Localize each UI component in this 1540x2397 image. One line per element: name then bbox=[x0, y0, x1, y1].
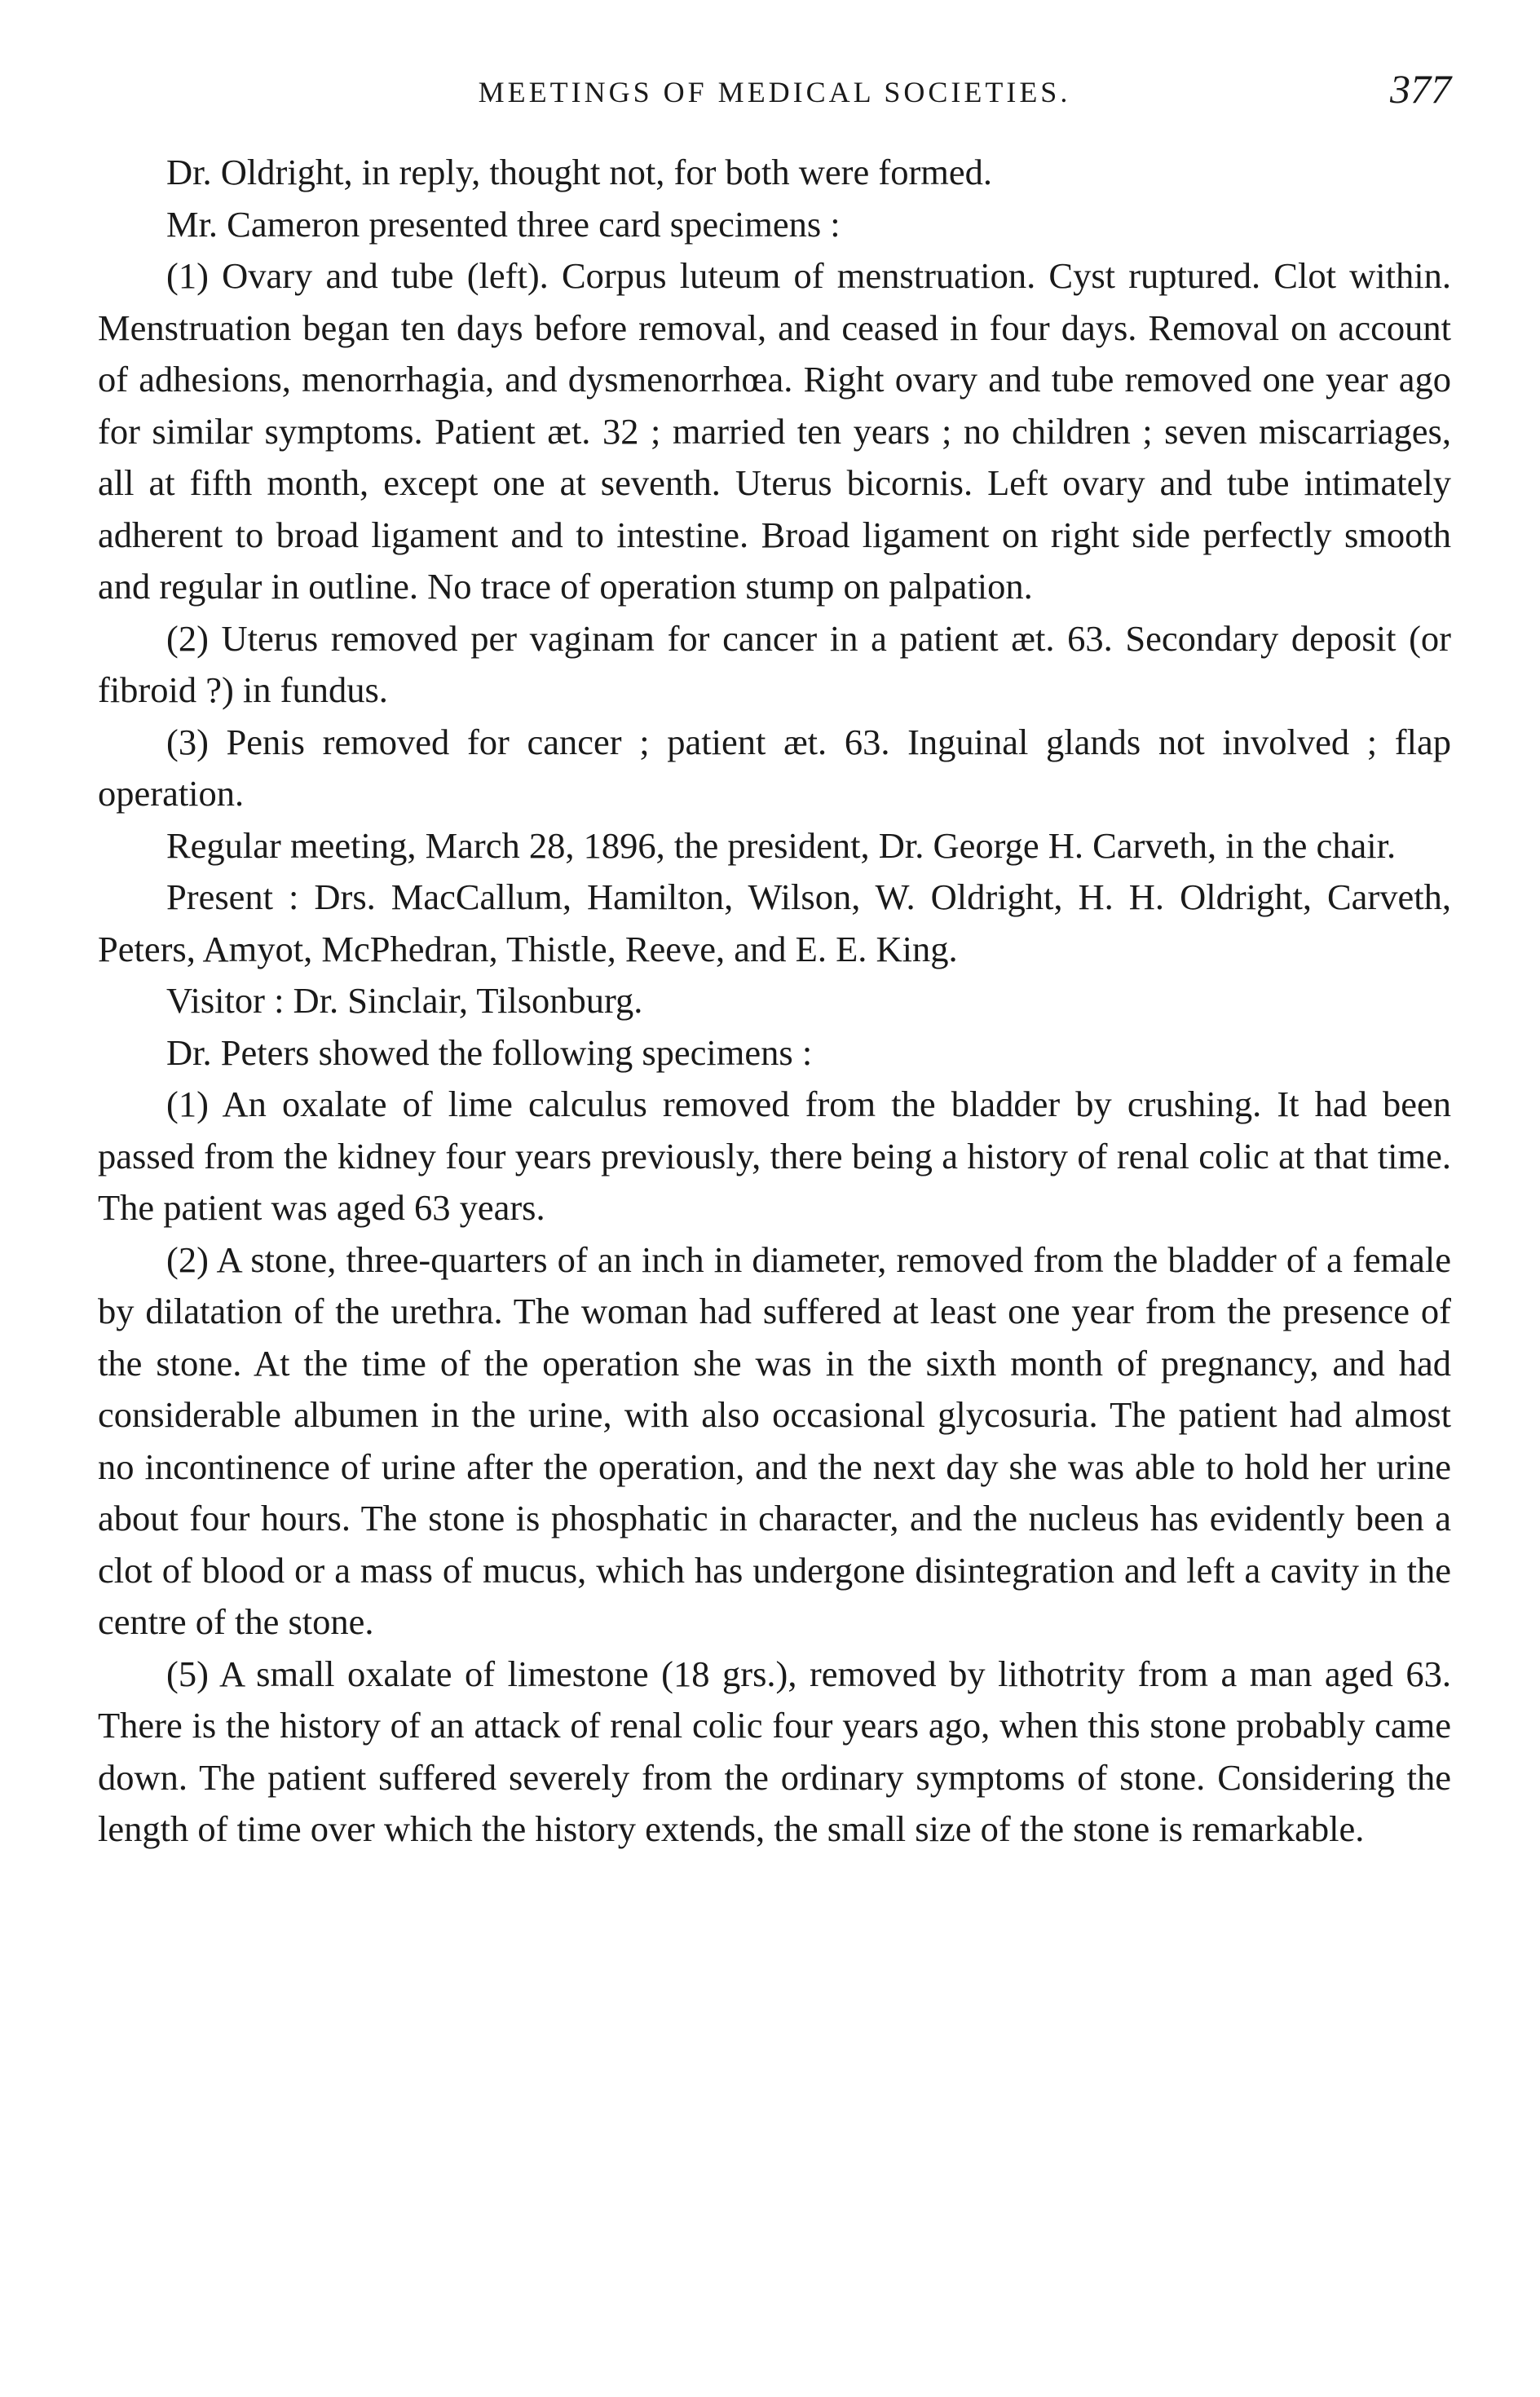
book-page bbox=[98, 57, 1451, 1856]
running-title: MEETINGS OF MEDICAL SOCIETIES. bbox=[478, 76, 1071, 108]
paragraph-cameron-intro: Mr. Cameron presented three card specimens : bbox=[166, 203, 841, 245]
paragraph-specimen-calculus: (1) An oxalate of lime calculus removed from the bladder by crushing. It had been passed from the kidney four years previously, there being a history of renal colic at that time. The patient was aged 63 years. bbox=[98, 1084, 1451, 1228]
paragraph-specimen-uterus: (2) Uterus removed per vaginam for cancer in a patient æt. 63. Secondary deposit (or fibroid ?) in fundus. bbox=[98, 617, 1451, 710]
paragraph-specimen-ovary: (1) Ovary and tube (left). Corpus luteum of menstruation. Cyst ruptured. Clot within. Menstruation began ten days before removal, and ceased in four days. Removal on account of adhesions, menorrhagia, and dysmenorrhœa. Right ovary and tube removed one year ago for similar symptoms. Patient æt. 32 ; married ten years ; no children ; seven miscarriages, all at fifth month, except one at seventh. Uterus bicornis. Left ovary and tube intimately adherent to broad ligament and to intestine. Broad ligament on right side perfectly smooth and regular in outline. No trace of operation stump on palpation. bbox=[98, 255, 1451, 607]
paragraph-reply: Dr. Oldright, in reply, thought not, for both were formed. bbox=[166, 152, 993, 192]
paragraph-specimen-penis: (3) Penis removed for cancer ; patient æt. 63. Inguinal glands not involved ; flap operation. bbox=[98, 721, 1451, 814]
page-number: 377 bbox=[1390, 66, 1451, 112]
paragraph-meeting: Regular meeting, March 28, 1896, the president, Dr. George H. Carveth, in the chair. bbox=[166, 824, 1397, 866]
body-text bbox=[98, 147, 1451, 1856]
paragraph-specimen-oxalate: (5) A small oxalate of limestone (18 grs.), removed by lithotrity from a man aged 63. There is the history of an attack of renal colic four years ago, when this stone probably came down. The patient suffered severely from the ordinary symptoms of stone. Considering the length of time over which the history extends, the small size of the stone is remarkable. bbox=[98, 1653, 1451, 1849]
paragraph-visitor: Visitor : Dr. Sinclair, Tilsonburg. bbox=[166, 980, 643, 1021]
paragraph-peters-intro: Dr. Peters showed the following specimens : bbox=[166, 1031, 813, 1073]
paragraph-present: Present : Drs. MacCallum, Hamilton, Wilson, W. Oldright, H. H. Oldright, Carveth, Peters, Amyot, McPhedran, Thistle, Reeve, and E. E. King. bbox=[98, 876, 1451, 969]
paragraph-specimen-stone: (2) A stone, three-quarters of an inch in diameter, removed from the bladder of a female by dilatation of the urethra. The woman had suffered at least one year from the presence of the stone. At the time of the operation she was in the sixth month of pregnancy, and had considerable albumen in the urine, with also occasional glycosuria. The patient had almost no incontinence of urine after the operation, and the next day she was able to hold her urine about four hours. The stone is phosphatic in character, and the nucleus has evidently been a clot of blood or a mass of mucus, which has undergone disintegration and left a cavity in the centre of the stone. bbox=[98, 1238, 1451, 1642]
running-head bbox=[98, 57, 1451, 147]
